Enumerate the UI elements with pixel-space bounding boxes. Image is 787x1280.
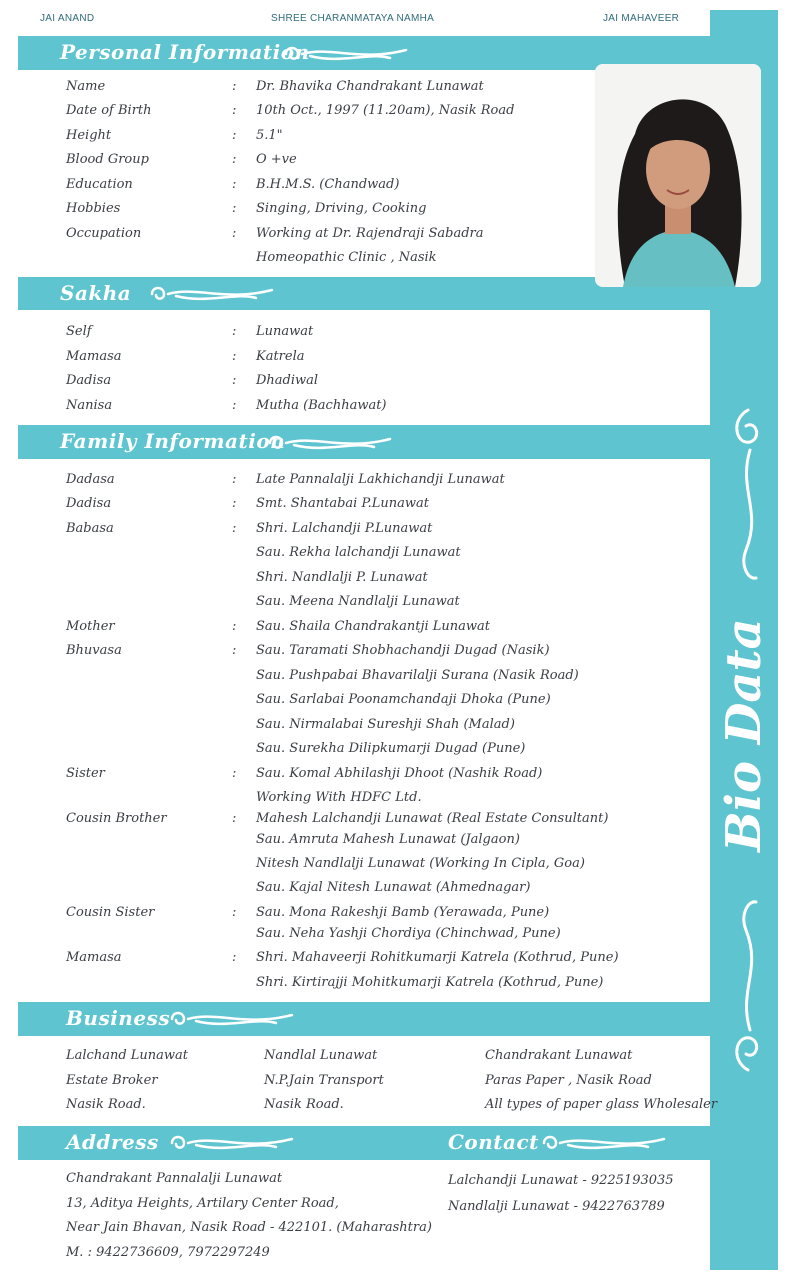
colon: : <box>232 349 237 364</box>
field-value: 5.1" <box>256 128 283 143</box>
field-value: Sau. Mona Rakeshji Bamb (Yerawada, Pune) <box>256 905 550 920</box>
address-title: Address <box>66 1130 159 1154</box>
contact-line: Lalchandji Lunawat - 9225193035 <box>448 1173 674 1188</box>
business-title: Business <box>66 1006 171 1030</box>
colon: : <box>232 79 237 94</box>
contact-line: Nandlalji Lunawat - 9422763789 <box>448 1199 665 1214</box>
field-label: Height <box>66 128 112 143</box>
field-value: Working With HDFC Ltd. <box>256 790 422 805</box>
field-label: Date of Birth <box>66 103 152 118</box>
contact-title: Contact <box>448 1130 539 1154</box>
business-detail: N.P.Jain Transport <box>264 1073 384 1088</box>
colon: : <box>232 521 237 536</box>
personal-title: Personal Information <box>60 40 310 64</box>
colon: : <box>232 177 237 192</box>
business-name: Chandrakant Lunawat <box>485 1048 633 1063</box>
field-label: Mamasa <box>66 950 122 965</box>
business-name: Nandlal Lunawat <box>264 1048 378 1063</box>
colon: : <box>232 950 237 965</box>
field-value: Sau. Surekha Dilipkumarji Dugad (Pune) <box>256 741 526 756</box>
field-value: Sau. Neha Yashji Chordiya (Chinchwad, Pune) <box>256 926 561 941</box>
field-value: Sau. Komal Abhilashji Dhoot (Nashik Road) <box>256 766 543 781</box>
colon: : <box>232 226 237 241</box>
business-detail: Estate Broker <box>66 1073 158 1088</box>
business-location: All types of paper glass Wholesaler <box>485 1097 718 1112</box>
field-label: Dadisa <box>66 373 112 388</box>
field-value: Shri. Lalchandji P.Lunawat <box>256 521 433 536</box>
field-label: Nanisa <box>66 398 113 413</box>
colon: : <box>232 905 237 920</box>
field-label: Babasa <box>66 521 114 536</box>
colon: : <box>232 398 237 413</box>
colon: : <box>232 472 237 487</box>
swirl-ornament-icon <box>166 1007 296 1031</box>
colon: : <box>232 766 237 781</box>
field-value: Smt. Shantabai P.Lunawat <box>256 496 429 511</box>
field-value: Dhadiwal <box>256 373 319 388</box>
address-line: 13, Aditya Heights, Artilary Center Road, <box>66 1196 339 1211</box>
field-value: Dr. Bhavika Chandrakant Lunawat <box>256 79 484 94</box>
field-value: Sau. Taramati Shobhachandji Dugad (Nasik) <box>256 643 550 658</box>
colon: : <box>232 643 237 658</box>
colon: : <box>232 324 237 339</box>
field-label: Name <box>66 79 106 94</box>
field-value: Sau. Amruta Mahesh Lunawat (Jalgaon) <box>256 832 520 847</box>
field-value: Working at Dr. Rajendraji Sabadra <box>256 226 484 241</box>
field-label: Education <box>66 177 133 192</box>
address-line: Near Jain Bhavan, Nasik Road - 422101. (Maharashtra) <box>66 1220 432 1235</box>
field-value: Shri. Kirtirajji Mohitkumarji Katrela (Kothrud, Pune) <box>256 975 604 990</box>
field-label: Mother <box>66 619 115 634</box>
colon: : <box>232 496 237 511</box>
field-label: Occupation <box>66 226 142 241</box>
field-value: Sau. Nirmalabai Sureshji Shah (Malad) <box>256 717 515 732</box>
field-label: Mamasa <box>66 349 122 364</box>
header-center-text: SHREE CHARANMATAYA NAMHA <box>271 13 435 24</box>
field-label: Sister <box>66 766 105 781</box>
field-value: O +ve <box>256 152 297 167</box>
field-value: Late Pannalalji Lakhichandji Lunawat <box>256 472 505 487</box>
field-value: Singing, Driving, Cooking <box>256 201 427 216</box>
field-value: Sau. Pushpabai Bhavarilalji Surana (Nasik Road) <box>256 668 579 683</box>
field-value: Homeopathic Clinic , Nasik <box>256 250 437 265</box>
header-right-text: JAI MAHAVEER <box>603 13 680 24</box>
swirl-ornament-icon <box>264 431 394 455</box>
swirl-ornament-icon <box>166 1131 296 1155</box>
bio-data-vertical-title: Bio Data <box>716 618 772 852</box>
field-value: Mutha (Bachhawat) <box>256 398 387 413</box>
field-value: Katrela <box>256 349 305 364</box>
colon: : <box>232 103 237 118</box>
address-line: Chandrakant Pannalalji Lunawat <box>66 1171 283 1186</box>
field-value: Sau. Rekha lalchandji Lunawat <box>256 545 461 560</box>
field-value: Sau. Sarlabai Poonamchandaji Dhoka (Pune) <box>256 692 551 707</box>
colon: : <box>232 373 237 388</box>
profile-photo <box>595 64 761 287</box>
field-label: Blood Group <box>66 152 149 167</box>
address-phone: M. : 9422736609, 7972297249 <box>66 1245 270 1260</box>
field-value: 10th Oct., 1997 (11.20am), Nasik Road <box>256 103 515 118</box>
field-value: Sau. Shaila Chandrakantji Lunawat <box>256 619 491 634</box>
colon: : <box>232 811 237 826</box>
swirl-ornament-icon <box>538 1131 668 1155</box>
business-location: Nasik Road. <box>66 1097 146 1112</box>
sakha-title: Sakha <box>60 281 132 305</box>
field-label: Hobbies <box>66 201 121 216</box>
field-value: Nitesh Nandlalji Lunawat (Working In Cipla, Goa) <box>256 856 585 871</box>
header-left-text: JAI ANAND <box>40 13 95 24</box>
field-value: B.H.M.S. (Chandwad) <box>256 177 400 192</box>
colon: : <box>232 201 237 216</box>
field-label: Dadasa <box>66 472 115 487</box>
swirl-ornament-icon <box>146 282 276 306</box>
field-label: Dadisa <box>66 496 112 511</box>
field-value: Mahesh Lalchandji Lunawat (Real Estate Consultant) <box>256 811 609 826</box>
colon: : <box>232 619 237 634</box>
field-label: Self <box>66 324 92 339</box>
colon: : <box>232 152 237 167</box>
field-value: Shri. Nandlalji P. Lunawat <box>256 570 428 585</box>
business-name: Lalchand Lunawat <box>66 1048 189 1063</box>
field-label: Cousin Brother <box>66 811 167 826</box>
field-label: Bhuvasa <box>66 643 122 658</box>
swirl-ornament-icon <box>280 42 410 66</box>
business-detail: Paras Paper , Nasik Road <box>485 1073 652 1088</box>
field-value: Sau. Kajal Nitesh Lunawat (Ahmednagar) <box>256 880 531 895</box>
family-title: Family Information <box>60 429 286 453</box>
field-value: Shri. Mahaveerji Rohitkumarji Katrela (Kothrud, Pune) <box>256 950 619 965</box>
colon: : <box>232 128 237 143</box>
field-value: Lunawat <box>256 324 314 339</box>
field-value: Sau. Meena Nandlalji Lunawat <box>256 594 460 609</box>
business-location: Nasik Road. <box>264 1097 344 1112</box>
field-label: Cousin Sister <box>66 905 155 920</box>
